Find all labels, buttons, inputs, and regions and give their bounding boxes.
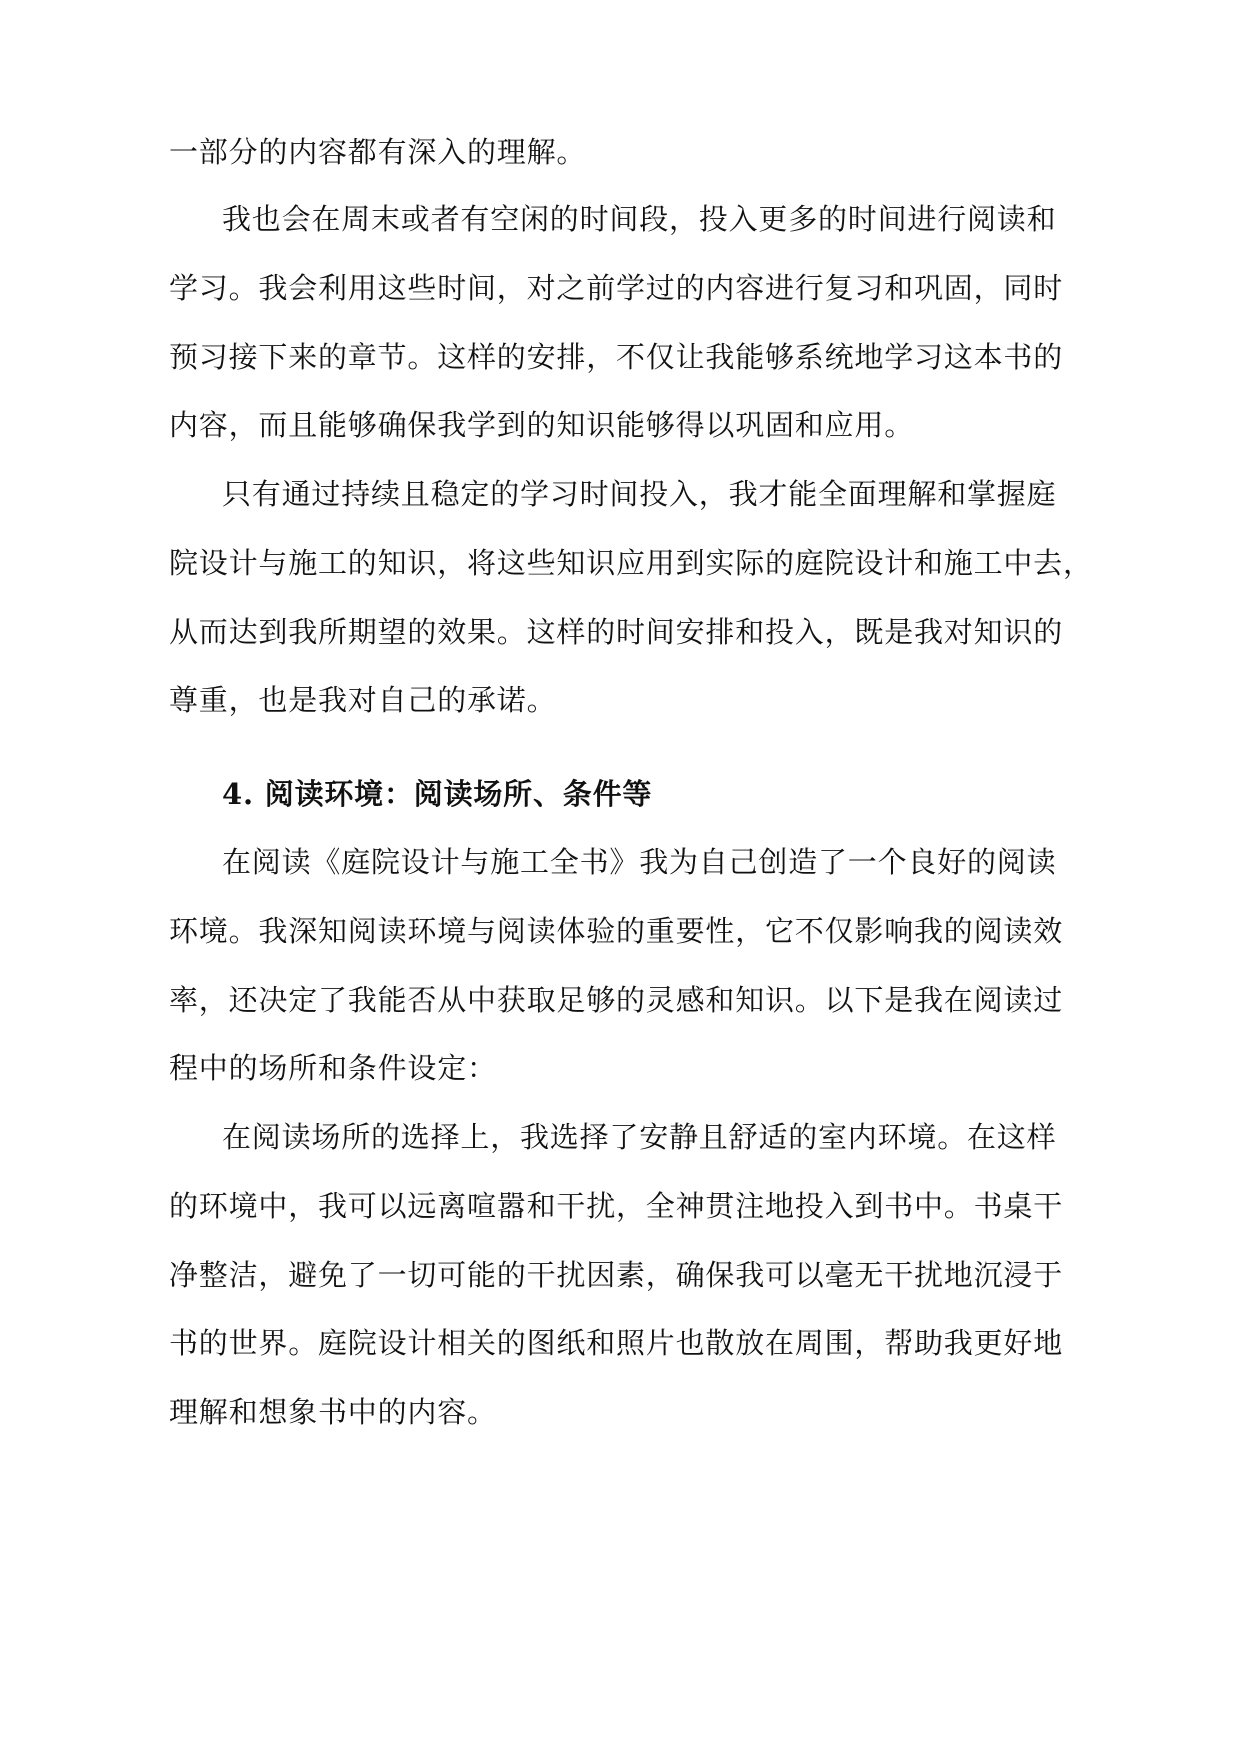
- text-line: 院设计与施工的知识，将这些知识应用到实际的庭院设计和施工中去，: [169, 546, 1093, 580]
- text-line: 在阅读场所的选择上，我选择了安静且舒适的室内环境。在这样: [222, 1120, 1057, 1154]
- text-line: 内容，而且能够确保我学到的知识能够得以巩固和应用。: [169, 408, 915, 442]
- text-line: 的环境中，我可以远离喧嚣和干扰，全神贯注地投入到书中。书桌干: [169, 1189, 1064, 1223]
- text-line: 程中的场所和条件设定：: [169, 1051, 497, 1085]
- text-line: 一部分的内容都有深入的理解。: [169, 135, 587, 169]
- text-line: 在阅读《庭院设计与施工全书》我为自己创造了一个良好的阅读: [222, 845, 1057, 879]
- text-line: 净整洁，避免了一切可能的干扰因素，确保我可以毫无干扰地沉浸于: [169, 1258, 1064, 1292]
- text-line: 理解和想象书中的内容。: [169, 1395, 497, 1429]
- text-line: 书的世界。庭院设计相关的图纸和照片也散放在周围，帮助我更好地: [169, 1326, 1064, 1360]
- text-line: 从而达到我所期望的效果。这样的时间安排和投入，既是我对知识的: [169, 615, 1064, 649]
- text-line: 尊重，也是我对自己的承诺。: [169, 683, 557, 717]
- text-line: 率，还决定了我能否从中获取足够的灵感和知识。以下是我在阅读过: [169, 983, 1064, 1017]
- text-line: 我也会在周末或者有空闲的时间段，投入更多的时间进行阅读和: [222, 202, 1057, 236]
- text-line: 只有通过持续且稳定的学习时间投入，我才能全面理解和掌握庭: [222, 477, 1057, 511]
- text-line: 学习。我会利用这些时间，对之前学过的内容进行复习和巩固，同时: [169, 271, 1064, 305]
- text-line: 预习接下来的章节。这样的安排，不仅让我能够系统地学习这本书的: [169, 340, 1064, 374]
- section-heading: 4. 阅读环境：阅读场所、条件等: [222, 777, 653, 811]
- text-line: 环境。我深知阅读环境与阅读体验的重要性，它不仅影响我的阅读效: [169, 914, 1064, 948]
